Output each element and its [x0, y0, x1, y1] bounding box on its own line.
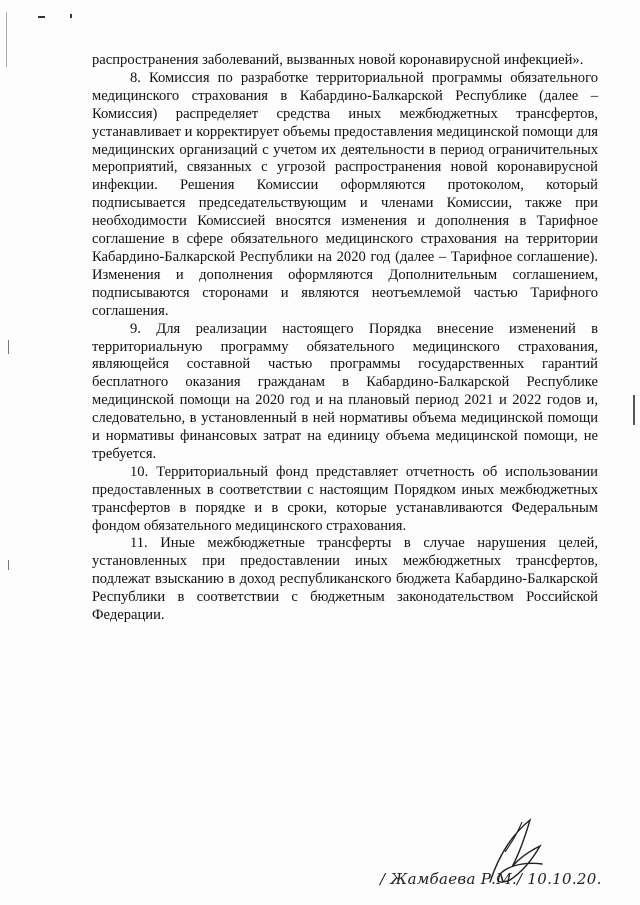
document-body	[92, 52, 598, 625]
paragraph-9: 9. Для реализации настоящего Порядка внесение изменений в территориальную программу обязательного медицинского страхования, являющейся составной частью программы государственных гарантий бесплатного оказания гражданам в Кабардино-Балкарской Республике медицинской помощи на 2020 год и на плановый период 2021 и 2022 годов и, следовательно, в установленный в ней нормативы объема медицинской помощи и нормативы финансовых затрат на единицу объема медицинской помощи, не требуется.	[92, 320, 598, 462]
scan-artifact	[38, 16, 45, 18]
paragraph-10: 10. Территориальный фонд представляет отчетность об использовании предоставленных в соответствии с настоящим Порядком иных межбюджетных трансфертов в порядке и в сроки, которые устанавливаются Федеральным фондом обязательного медицинского страхования.	[92, 463, 598, 534]
scan-artifact	[70, 14, 72, 18]
paragraph-8: 8. Комиссия по разработке территориальной программы обязательного медицинского страхования в Кабардино-Балкарской Республике (далее – Комиссия) распределяет средства иных межбюджетных трансфертов, устанавливает и корректирует объемы предоставления медицинской помощи для медицинских организаций с учетом их деятельности в период ограничительных мероприятий, связанных с угрозой распространения новой коронавирусной инфекции. Решения Комиссии оформляются протоколом, который подписывается председательствующим и членами Комиссии, также при необходимости Комиссией вносятся изменения и дополнения в Тарифное соглашение в сфере обязательного медицинского страхования на территории Кабардино-Балкарской Республики на 2020 год (далее – Тарифное соглашение). Изменения и дополнения оформляются Дополнительным соглашением, подписываются сторонами и являются неотъемлемой частью Тарифного соглашения.	[92, 69, 598, 319]
paragraph-continuation: распространения заболеваний, вызванных новой коронавирусной инфекцией».	[92, 52, 584, 68]
scan-artifact	[8, 560, 9, 570]
paragraph-11: 11. Иные межбюджетные трансферты в случае нарушения целей, установленных при предоставлении иных межбюджетных трансфертов, подлежат взысканию в доход республиканского бюджета Кабардино-Балкарской Республики в соответствии с бюджетным законодательством Российской Федерации.	[92, 535, 598, 624]
handwritten-note: / Жамбаева Р.М./ 10.10.20.	[380, 870, 602, 888]
scan-artifact	[6, 12, 7, 67]
scan-artifact	[8, 340, 9, 354]
scan-artifact	[633, 395, 635, 425]
